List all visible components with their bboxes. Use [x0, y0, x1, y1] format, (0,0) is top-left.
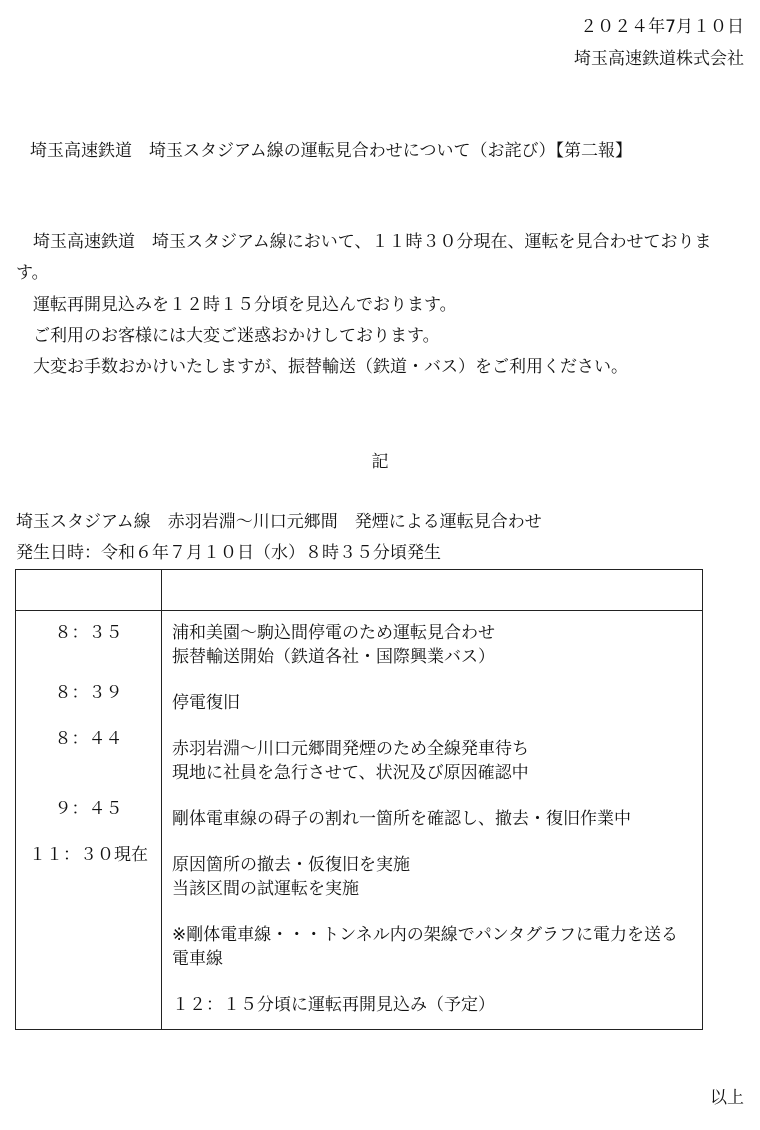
event-line: 浦和美園～駒込間停電のため運転見合わせ — [172, 623, 495, 643]
header-cell-details — [162, 570, 703, 611]
event-line: 停電復旧 — [172, 693, 240, 713]
time-entry: ９：４５ — [54, 799, 123, 819]
company-name: 埼玉高速鉄道株式会社 — [574, 49, 744, 69]
event-line: 赤羽岩淵～川口元郷間発煙のため全線発車待ち — [172, 739, 529, 759]
timeline-table — [15, 569, 703, 1030]
event-line: 剛体電車線の碍子の割れ一箇所を確認し、撤去・復旧作業中 — [172, 809, 631, 829]
time-entry: １１：３０現在 — [29, 845, 148, 865]
time-entry: ８：３９ — [54, 683, 123, 703]
time-entry: ８：３５ — [54, 623, 123, 643]
time-column — [16, 611, 162, 1030]
body-paragraph-resume: 運転再開見込みを１２時１５分頃を見込んでおります。 — [33, 295, 457, 315]
document-title: 埼玉高速鉄道 埼玉スタジアム線の運転見合わせについて（お詫び）【第二報】 — [30, 141, 632, 161]
details-column — [162, 611, 703, 1030]
resume-forecast: １２：１５分頃に運転再開見込み（予定） — [172, 995, 495, 1015]
event-line: 原因箇所の撤去・仮復旧を実施 — [172, 855, 410, 875]
event-line: 当該区間の試運転を実施 — [172, 879, 359, 899]
header-cell-time — [16, 570, 162, 611]
time-entry: ８：４４ — [54, 729, 123, 749]
footnote-rigid-catenary: ※剛体電車線・・・トンネル内の架線でパンタグラフに電力を送る電車線 — [172, 925, 679, 969]
incident-summary: 埼玉スタジアム線 赤羽岩淵～川口元郷間 発煙による運転見合わせ — [16, 512, 542, 532]
timeline-header-row — [16, 570, 703, 611]
closing-mark: 以上 — [710, 1088, 744, 1108]
body-paragraph-apology: ご利用のお客様には大変ご迷惑おかけしております。 — [33, 326, 440, 346]
incident-datetime: 発生日時：令和６年７月１０日（水）８時３５分頃発生 — [16, 543, 441, 563]
body-paragraph-transfer: 大変お手数おかけいたしますが、振替輸送（鉄道・バス）をご利用ください。 — [33, 357, 628, 377]
timeline-body-row — [16, 611, 703, 1030]
body-paragraph-status: 埼玉高速鉄道 埼玉スタジアム線において、１１時３０分現在、運転を見合わせております。 — [16, 232, 712, 283]
event-line: 現地に社員を急行させて、状況及び原因確認中 — [172, 763, 529, 783]
ki-heading: 記 — [371, 452, 389, 472]
event-line: 振替輸送開始（鉄道各社・国際興業バス） — [172, 647, 495, 667]
document-date: ２０２４年7月１０日 — [580, 17, 744, 37]
